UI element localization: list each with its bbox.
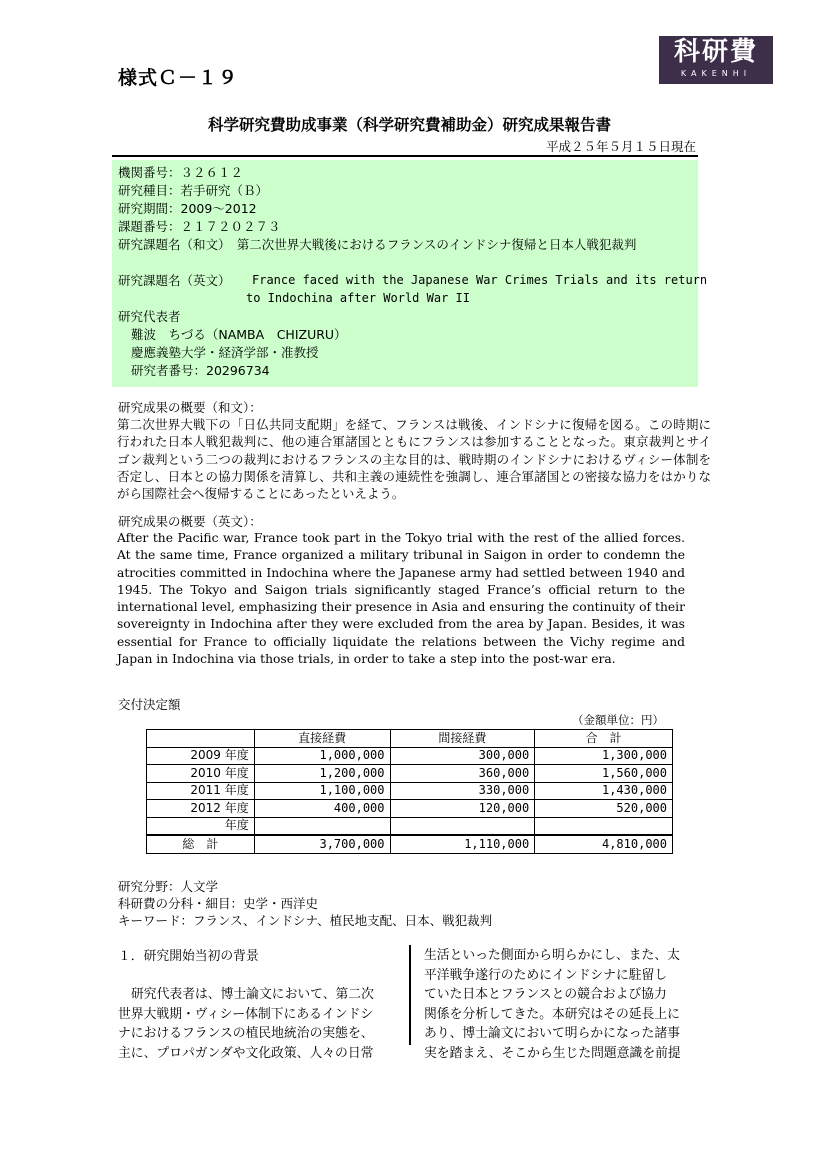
budget-cell: 1,300,000 bbox=[535, 747, 673, 765]
budget-total-cell: 4,810,000 bbox=[535, 835, 673, 853]
institution-number: 機関番号：３２６１２ bbox=[118, 165, 244, 180]
researcher-number: 研究者番号：20296734 bbox=[131, 363, 270, 378]
section1-right-line: 平洋戦争遂行のためにインドシナに駐留し bbox=[424, 967, 668, 983]
report-date: 平成２５年５月１５日現在 bbox=[545, 139, 696, 154]
project-title-en-label: 研究課題名（英文） bbox=[118, 273, 231, 288]
logo-roman: KAKENHI bbox=[680, 69, 752, 78]
budget-cell: 400,000 bbox=[254, 800, 390, 818]
research-period: 研究期間：2009～2012 bbox=[118, 201, 257, 216]
research-field: 研究分野：人文学 bbox=[118, 879, 219, 894]
budget-cell: 360,000 bbox=[390, 765, 535, 783]
section1-left-column bbox=[118, 985, 403, 1063]
project-title-en-line1: France faced with the Japanese War Crimes Trials and its return bbox=[252, 273, 708, 287]
budget-year: 年度 bbox=[147, 817, 255, 835]
column-divider bbox=[409, 945, 411, 1045]
budget-cell bbox=[254, 817, 390, 835]
budget-total-cell: 1,110,000 bbox=[390, 835, 535, 853]
budget-total-label: 総 計 bbox=[147, 835, 255, 853]
budget-row bbox=[147, 782, 673, 800]
document-title: 科学研究費助成事業（科学研究費補助金）研究成果報告書 bbox=[207, 116, 611, 134]
section1-left-line: 世界大戦期・ヴィシー体制下にあるインドシ bbox=[118, 1006, 374, 1022]
budget-cell: 1,100,000 bbox=[254, 782, 390, 800]
budget-year: 2009 年度 bbox=[147, 747, 255, 765]
kakenhi-logo bbox=[659, 36, 773, 84]
section1-right-line: 生活といった側面から明らかにし、また、太 bbox=[424, 948, 680, 963]
summary-en-body: After the Pacific war, France took part in the Tokyo trial with the rest of the allied forces. At the same time, France organized a military tribunal in Saigon in order to condemn the atrocities committed in Indochina where the Japanese army had settled between 1940 and 1945. The Tokyo and Saigon trials significantly staged France’s official return to the international level, emphasizing their presence in Asia and ensuring the continuity of their sovereignty in Indochina after they were excluded from the area by Japan. Besides, it was essential for France to officially liquidate the relations between the Vichy regime and Japan in Indochina via those trials, in order to take a step into the post-war era. bbox=[117, 531, 685, 667]
section1-right-line: 関係を分析してきた。本研究はその延長上に bbox=[424, 1006, 680, 1022]
section1-right-column bbox=[424, 946, 709, 1063]
research-subfield: 科研費の分科・細目：史学・西洋史 bbox=[118, 896, 319, 911]
section1-heading: １．研究開始当初の背景 bbox=[118, 949, 259, 964]
budget-row bbox=[147, 765, 673, 783]
budget-row bbox=[147, 747, 673, 765]
budget-header-cell: 直接経費 bbox=[254, 730, 390, 748]
header-rule bbox=[112, 155, 698, 157]
summary-ja-heading: 研究成果の概要（和文）： bbox=[118, 400, 262, 415]
project-title-ja: 研究課題名（和文） 第二次世界大戦後におけるフランスのインドシナ復帰と日本人戦犯裁判 bbox=[118, 237, 637, 252]
budget-cell: 1,560,000 bbox=[535, 765, 673, 783]
budget-cell: 520,000 bbox=[535, 800, 673, 818]
keywords: キーワード：フランス、インドシナ、植民地支配、日本、戦犯裁判 bbox=[118, 913, 493, 928]
section1-right-line: ていた日本とフランスとの競合および協力 bbox=[424, 987, 667, 1002]
budget-unit: （金額単位：円） bbox=[572, 713, 664, 727]
budget-table bbox=[146, 729, 673, 854]
summary-en-heading: 研究成果の概要（英文）： bbox=[118, 514, 262, 529]
budget-header-cell: 合 計 bbox=[535, 730, 673, 748]
budget-cell: 300,000 bbox=[390, 747, 535, 765]
form-id: 様式Ｃ－１９ bbox=[118, 67, 239, 89]
summary-ja-body: 第二次世界大戦下の「日仏共同支配期」を経て、フランスは戦後、インドシナに復帰を図る。この時期に行われた日本人戦犯裁判に、他の連合軍諸国とともにフランスは参加することとなった。東京裁判とサイゴン裁判という二つの裁判におけるフランスの主な目的は、戦時期のインドシナにおけるヴィシー体制を否定し、日本との協力関係を清算し、共和主義の連続性を強調し、連合軍諸国との密接な協力をはかりながら国際社会へ復帰することにあったといえよう。 bbox=[117, 417, 711, 502]
budget-heading: 交付決定額 bbox=[118, 697, 181, 712]
budget-total-row bbox=[147, 835, 673, 853]
budget-total-cell: 3,700,000 bbox=[254, 835, 390, 853]
budget-row bbox=[147, 817, 673, 835]
section1-right-line: あり、博士論文において明らかになった諸事 bbox=[424, 1026, 680, 1041]
section1-left-line: 研究代表者は、博士論文において、第二次 bbox=[131, 987, 374, 1002]
budget-cell: 1,430,000 bbox=[535, 782, 673, 800]
logo-kanji: 科研費 bbox=[673, 37, 758, 67]
budget-header-cell: 間接経費 bbox=[390, 730, 535, 748]
budget-row bbox=[147, 800, 673, 818]
budget-header-cell bbox=[147, 730, 255, 748]
budget-year: 2011 年度 bbox=[147, 782, 255, 800]
budget-cell: 1,000,000 bbox=[254, 747, 390, 765]
budget-cell bbox=[390, 817, 535, 835]
budget-year: 2012 年度 bbox=[147, 800, 255, 818]
budget-header-row bbox=[147, 730, 673, 748]
section1-left-line: 主に、プロパガンダや文化政策、人々の日常 bbox=[118, 1045, 374, 1061]
section1-left-line: ナにおけるフランスの植民地統治の実態を、 bbox=[118, 1026, 374, 1041]
research-category: 研究種目：若手研究（Ｂ） bbox=[118, 183, 269, 198]
representative-label: 研究代表者 bbox=[118, 309, 181, 324]
budget-year: 2010 年度 bbox=[147, 765, 255, 783]
budget-cell: 330,000 bbox=[390, 782, 535, 800]
budget-cell: 1,200,000 bbox=[254, 765, 390, 783]
budget-cell: 120,000 bbox=[390, 800, 535, 818]
representative-affiliation: 慶應義塾大学・経済学部・准教授 bbox=[131, 345, 319, 360]
section1-right-line: 実を踏まえ、そこから生じた問題意識を前提 bbox=[424, 1045, 681, 1061]
representative-name: 難波 ちづる（NAMBA CHIZURU） bbox=[131, 327, 347, 342]
project-title-en-line2: to Indochina after World War II bbox=[246, 291, 470, 305]
project-number: 課題番号：２１７２０２７３ bbox=[118, 219, 281, 234]
budget-cell bbox=[535, 817, 673, 835]
